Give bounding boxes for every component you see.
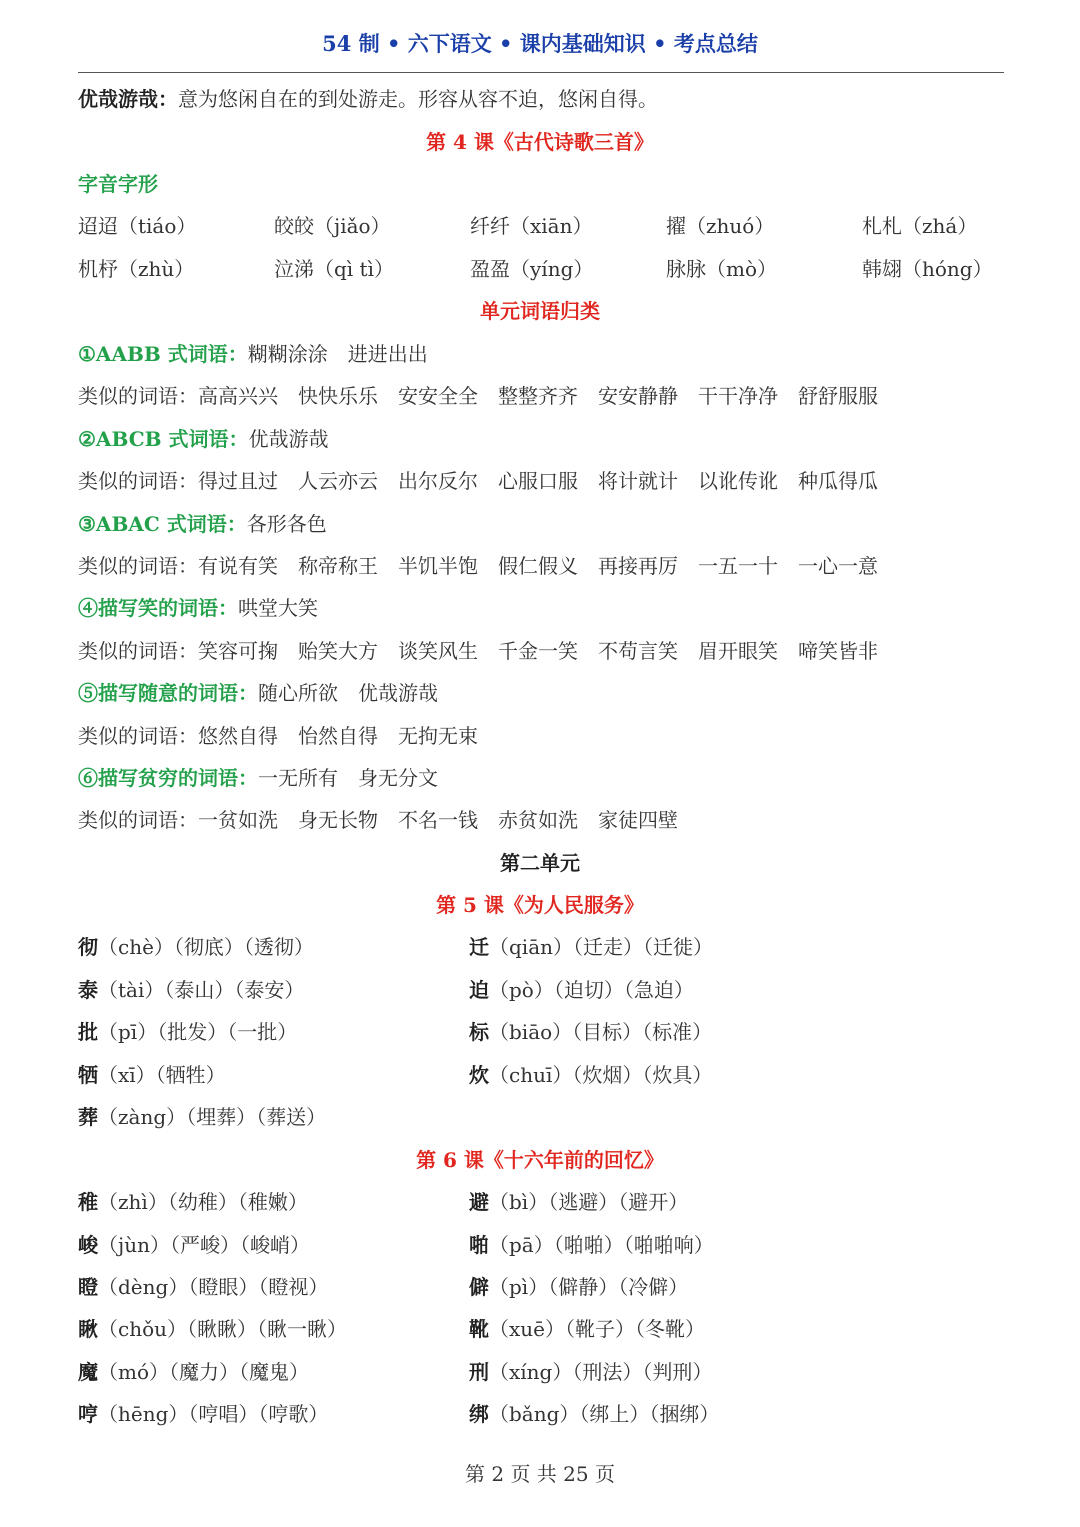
- char: 峻: [78, 1233, 98, 1257]
- char-detail: （chǒu）（瞅瞅）（瞅一瞅）: [98, 1317, 348, 1341]
- char: 稚: [78, 1190, 98, 1214]
- char-detail: （xuē）（靴子）（冬靴）: [489, 1317, 705, 1341]
- char: 避: [469, 1190, 489, 1214]
- char-detail: （pī）（批发）（一批）: [98, 1020, 298, 1044]
- char-detail: （xíng）（刑法）（判刑）: [489, 1360, 713, 1384]
- char-entry: [78, 1315, 347, 1343]
- similar-label: 类似的词语：: [78, 808, 198, 832]
- char-entry: [469, 933, 713, 961]
- char-entry: [78, 1188, 308, 1216]
- char-entry: [469, 1061, 712, 1089]
- similar-word: 以讹传讹: [698, 469, 778, 493]
- char: 啪: [469, 1233, 489, 1257]
- intro-line: [78, 85, 1004, 113]
- similar-word: 种瓜得瓜: [798, 469, 878, 493]
- similar-6: [78, 806, 1004, 834]
- similar-word: 眉开眼笑: [698, 639, 778, 663]
- char: 靴: [469, 1317, 489, 1341]
- char: 哼: [78, 1402, 98, 1426]
- similar-word: 怡然自得: [298, 724, 378, 748]
- similar-label: 类似的词语：: [78, 554, 198, 578]
- group-label: ④描写笑的词语：: [78, 596, 238, 620]
- char-entry: [78, 1103, 326, 1131]
- similar-label: 类似的词语：: [78, 384, 198, 408]
- pron-item: 纤纤（xiān）: [470, 214, 593, 238]
- group-words: 随心所欲 优哉游哉: [258, 681, 438, 705]
- group-2: [78, 425, 1004, 453]
- char-entry: [469, 1188, 688, 1216]
- similar-word: 赤贫如洗: [498, 808, 578, 832]
- char-entry: [78, 1061, 226, 1089]
- pron-item: 韩翃（hóng）: [862, 257, 993, 281]
- similar-word: 谈笑风生: [398, 639, 478, 663]
- char: 炊: [469, 1063, 489, 1087]
- similar-word: 将计就计: [598, 469, 678, 493]
- char: 魔: [78, 1360, 98, 1384]
- similar-word: 安安静静: [598, 384, 678, 408]
- char-detail: （pì）（僻静）（冷僻）: [489, 1275, 689, 1299]
- char-detail: （hēng）（哼唱）（哼歌）: [98, 1402, 329, 1426]
- similar-4: [78, 637, 1004, 665]
- char-detail: （dèng）（瞪眼）（瞪视）: [98, 1275, 329, 1299]
- pron-item: 皎皎（jiǎo）: [274, 214, 391, 238]
- char-entry: [469, 1231, 714, 1259]
- pron-item: 机杼（zhù）: [78, 257, 195, 281]
- group-label: ②ABCB 式词语：: [78, 427, 249, 451]
- char: 批: [78, 1020, 98, 1044]
- intro-term: 优哉游哉：: [78, 87, 178, 111]
- lesson6-title: 第 6 课《十六年前的回忆》: [416, 1148, 664, 1172]
- char: 迁: [469, 935, 489, 959]
- header-divider: [78, 72, 1004, 73]
- char-detail: （bǎng）（绑上）（捆绑）: [489, 1402, 720, 1426]
- group-words: 优哉游哉: [248, 427, 329, 451]
- page-footer: 第 2 页 共 25 页: [465, 1462, 615, 1486]
- similar-label: 类似的词语：: [78, 469, 198, 493]
- similar-word: 再接再厉: [598, 554, 678, 578]
- unit2-title: 第二单元: [500, 851, 580, 875]
- char-detail: （xī）（牺牲）: [98, 1063, 226, 1087]
- char-detail: （qiān）（迁走）（迁徙）: [489, 935, 714, 959]
- similar-word: 千金一笑: [498, 639, 578, 663]
- char: 僻: [469, 1275, 489, 1299]
- group-label: ③ABAC 式词语：: [78, 512, 247, 536]
- similar-1: [78, 382, 1004, 410]
- char-detail: （mó）（魔力）（魔鬼）: [98, 1360, 310, 1384]
- similar-word: 有说有笑: [198, 554, 278, 578]
- similar-word: 快快乐乐: [298, 384, 378, 408]
- similar-word: 不苟言笑: [598, 639, 678, 663]
- char-entry: [78, 1018, 297, 1046]
- char-detail: （biāo）（目标）（标准）: [489, 1020, 713, 1044]
- similar-word: 干干净净: [698, 384, 778, 408]
- group-words: 糊糊涂涂 进进出出: [247, 342, 428, 366]
- similar-word: 舒舒服服: [798, 384, 878, 408]
- group-label: ⑤描写随意的词语：: [78, 681, 258, 705]
- char-entry: [78, 1400, 328, 1428]
- group-words: 哄堂大笑: [238, 596, 318, 620]
- pron-item: 泣涕（qì tì）: [274, 257, 394, 281]
- char-entry: [78, 1273, 328, 1301]
- char-entry: [469, 1315, 705, 1343]
- char-detail: （jùn）（严峻）（峻峭）: [98, 1233, 310, 1257]
- char: 葬: [78, 1105, 98, 1129]
- char-entry: [78, 1358, 309, 1386]
- pron-item: 札札（zhá）: [862, 214, 978, 238]
- similar-word: 安安全全: [398, 384, 478, 408]
- similar-5: [78, 722, 1004, 750]
- char-entry: [469, 1400, 719, 1428]
- char-entry: [78, 933, 314, 961]
- similar-word: 不名一钱: [398, 808, 478, 832]
- group-1: [78, 340, 1004, 368]
- similar-word: 身无长物: [298, 808, 378, 832]
- page-header: 54 制 • 六下语文 • 课内基础知识 • 考点总结: [322, 31, 758, 56]
- group-3: [78, 510, 1004, 538]
- intro-text: 意为悠闲自在的到处游走。形容从容不迫，悠闲自得。: [178, 87, 658, 111]
- char: 彻: [78, 935, 98, 959]
- group-words: 一无所有 身无分文: [258, 766, 438, 790]
- group-label: ①AABB 式词语：: [78, 342, 248, 366]
- char-entry: [78, 976, 304, 1004]
- char: 泰: [78, 978, 98, 1002]
- group-5: [78, 679, 1004, 707]
- similar-label: 类似的词语：: [78, 639, 198, 663]
- group-4: [78, 594, 1004, 622]
- char-detail: （bì）（逃避）（避开）: [489, 1190, 689, 1214]
- similar-word: 啼笑皆非: [798, 639, 878, 663]
- char-entry: [469, 976, 694, 1004]
- unit-words-heading: 单元词语归类: [480, 299, 600, 323]
- similar-word: 一心一意: [798, 554, 878, 578]
- similar-word: 悠然自得: [198, 724, 278, 748]
- similar-word: 高高兴兴: [198, 384, 278, 408]
- similar-label: 类似的词语：: [78, 724, 198, 748]
- char: 迫: [469, 978, 489, 1002]
- lesson4-title: 第 4 课《古代诗歌三首》: [426, 130, 654, 154]
- pron-item: 擢（zhuó）: [666, 214, 775, 238]
- group-6: [78, 764, 1004, 792]
- similar-word: 称帝称王: [298, 554, 378, 578]
- char-detail: （chè）（彻底）（透彻）: [98, 935, 314, 959]
- similar-word: 一五一十: [698, 554, 778, 578]
- similar-word: 一贫如洗: [198, 808, 278, 832]
- char: 瞪: [78, 1275, 98, 1299]
- similar-word: 家徒四壁: [598, 808, 678, 832]
- char: 标: [469, 1020, 489, 1044]
- pron-heading: 字音字形: [78, 172, 158, 196]
- char-entry: [78, 1231, 310, 1259]
- pron-item: 盈盈（yíng）: [470, 257, 594, 281]
- similar-word: 无拘无束: [398, 724, 478, 748]
- similar-3: [78, 552, 1004, 580]
- char-entry: [469, 1273, 688, 1301]
- char: 绑: [469, 1402, 489, 1426]
- char-detail: （pā）（啪啪）（啪啪响）: [489, 1233, 714, 1257]
- similar-word: 出尔反尔: [398, 469, 478, 493]
- pron-item: 迢迢（tiáo）: [78, 214, 197, 238]
- similar-word: 得过且过: [198, 469, 278, 493]
- similar-word: 假仁假义: [498, 554, 578, 578]
- similar-word: 人云亦云: [298, 469, 378, 493]
- char: 刑: [469, 1360, 489, 1384]
- similar-word: 笑容可掬: [198, 639, 278, 663]
- similar-2: [78, 467, 1004, 495]
- similar-word: 心服口服: [498, 469, 578, 493]
- similar-word: 整整齐齐: [498, 384, 578, 408]
- char-detail: （pò）（迫切）（急迫）: [489, 978, 694, 1002]
- char-detail: （zhì）（幼稚）（稚嫩）: [98, 1190, 308, 1214]
- char-detail: （zàng）（埋葬）（葬送）: [98, 1105, 327, 1129]
- lesson5-title: 第 5 课《为人民服务》: [436, 893, 644, 917]
- char: 瞅: [78, 1317, 98, 1341]
- char-entry: [469, 1358, 712, 1386]
- char: 牺: [78, 1063, 98, 1087]
- pron-item: 脉脉（mò）: [666, 257, 778, 281]
- group-label: ⑥描写贫穷的词语：: [78, 766, 258, 790]
- char-detail: （chuī）（炊烟）（炊具）: [489, 1063, 713, 1087]
- char-entry: [469, 1018, 712, 1046]
- similar-word: 半饥半饱: [398, 554, 478, 578]
- group-words: 各形各色: [246, 512, 327, 536]
- char-detail: （tài）（泰山）（泰安）: [98, 978, 305, 1002]
- similar-word: 贻笑大方: [298, 639, 378, 663]
